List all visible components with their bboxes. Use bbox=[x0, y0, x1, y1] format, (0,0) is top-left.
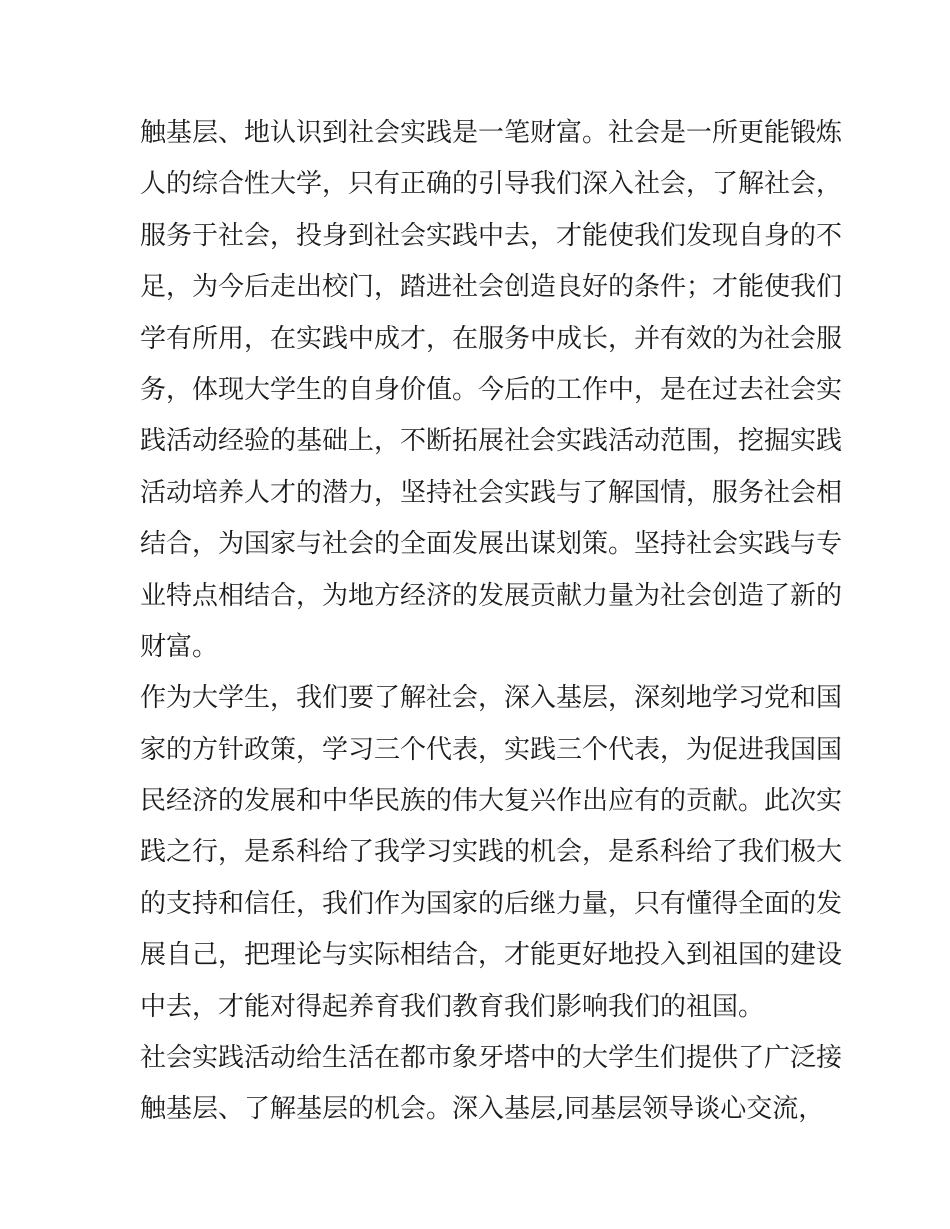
text-line: 展自己，把理论与实际相结合，才能更好地投入到祖国的建设 bbox=[140, 940, 843, 971]
text-line: 触基层、了解基层的机会。深入基层,同基层领导谈心交流， bbox=[140, 1094, 825, 1125]
text-line: 中去，才能对得起养育我们教育我们影响我们的祖国。 bbox=[140, 991, 765, 1022]
text-line: 触基层、地认识到社会实践是一笔财富。社会是一所更能锻炼 bbox=[140, 118, 843, 148]
text-line: 民经济的发展和中华民族的伟大复兴作出应有的贡献。此次实 bbox=[140, 786, 843, 817]
text-line: 作为大学生，我们要了解社会，深入基层，深刻地学习党和国 bbox=[140, 683, 843, 714]
text-line: 人的综合性大学，只有正确的引导我们深入社会，了解社会， bbox=[140, 169, 843, 200]
text-line: 践之行，是系科给了我学习实践的机会，是系科给了我们极大 bbox=[140, 837, 843, 868]
text-line: 结合，为国家与社会的全面发展出谋划策。坚持社会实践与专 bbox=[140, 529, 843, 560]
text-line: 社会实践活动给生活在都市象牙塔中的大学生们提供了广泛接 bbox=[140, 1043, 843, 1074]
text-line: 践活动经验的基础上，不断拓展社会实践活动范围，挖掘实践 bbox=[140, 426, 843, 457]
body-text bbox=[140, 108, 843, 1136]
text-line: 服务于社会，投身到社会实践中去，才能使我们发现自身的不 bbox=[140, 220, 843, 251]
text-line: 活动培养人才的潜力，坚持社会实践与了解国情，服务社会相 bbox=[140, 477, 843, 508]
text-line: 的支持和信任，我们作为国家的后继力量，只有懂得全面的发 bbox=[140, 888, 843, 919]
text-line: 业特点相结合，为地方经济的发展贡献力量为社会创造了新的 bbox=[140, 580, 843, 611]
text-line: 学有所用，在实践中成才，在服务中成长，并有效的为社会服 bbox=[140, 323, 843, 354]
text-line: 家的方针政策，学习三个代表，实践三个代表，为促进我国国 bbox=[140, 734, 843, 765]
text-line: 足，为今后走出校门，踏进社会创造良好的条件；才能使我们 bbox=[140, 272, 843, 303]
text-line: 务，体现大学生的自身价值。今后的工作中，是在过去社会实 bbox=[140, 374, 843, 405]
text-line: 财富。 bbox=[140, 631, 219, 662]
